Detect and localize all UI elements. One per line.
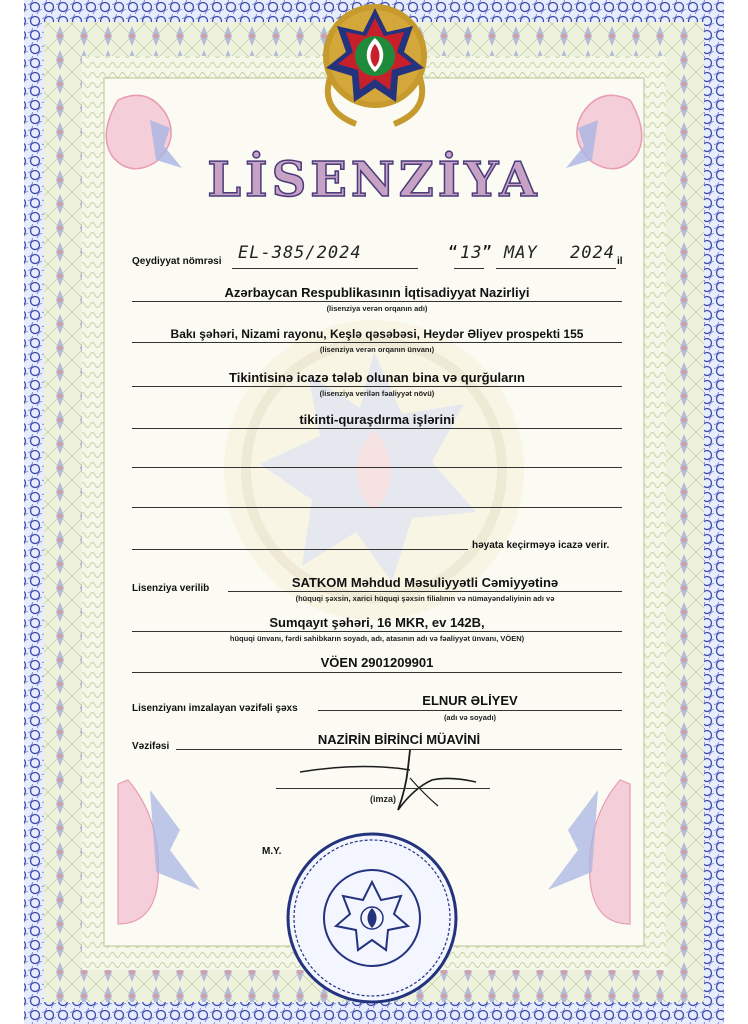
official-seal-stamp — [284, 830, 460, 1006]
date-day-line — [454, 268, 484, 269]
signatory-name-caption: (adı və soyadı) — [443, 713, 497, 722]
activity-type-line — [132, 386, 622, 387]
date-year: 2024 — [570, 243, 615, 263]
date-open-quote: “ — [448, 243, 459, 263]
signature-line — [276, 788, 490, 789]
licensee-name: SATKOM Məhdud Məsuliyyətli Cəmiyyətinə — [291, 575, 559, 590]
licensee-address: Sumqayıt şəhəri, 16 MKR, ev 142B, — [269, 615, 485, 630]
activity-line-4 — [132, 549, 468, 550]
position-label: Vəzifəsi — [132, 741, 170, 752]
activity-detail: tikinti-quraşdırma işlərini — [299, 412, 455, 427]
registration-number-value: EL-385/2024 — [238, 243, 362, 263]
licensee-name-line — [228, 591, 622, 592]
permission-text: həyata keçirməyə icazə verir. — [472, 540, 610, 551]
activity-type-caption: (lisenziya verilən fəaliyyət növü) — [319, 389, 435, 398]
date-day: 13 — [460, 243, 483, 263]
signatory-name: ELNUR ƏLİYEV — [422, 693, 518, 708]
registration-number-label: Qeydiyyat nömrəsi — [132, 256, 222, 267]
issuer-name: Azərbaycan Respublikasının İqtisadiyyat Nazirliyi — [224, 285, 530, 300]
date-month: MAY — [504, 243, 538, 263]
azerbaijan-emblem-icon — [316, 0, 434, 128]
signatory-position: NAZİRİN BİRİNCİ MÜAVİNİ — [317, 732, 481, 747]
date-month-line — [496, 268, 616, 269]
date-year-suffix: il — [617, 256, 623, 267]
licensee-tax-id-line — [132, 672, 622, 673]
licensee-tax-id: VÖEN 2901209901 — [320, 655, 434, 670]
issuer-address: Bakı şəhəri, Nizami rayonu, Keşlə qəsəbəsi, Heydər Əliyev prospekti 155 — [170, 327, 584, 341]
activity-line-1 — [132, 428, 622, 429]
activity-type: Tikintisinə icazə tələb olunan bina və qurğuların — [229, 370, 525, 385]
signatory-name-line — [318, 710, 622, 711]
signatory-label: Lisenziyanı imzalayan vəzifəli şəxs — [132, 703, 298, 714]
handwritten-signature — [290, 748, 490, 818]
licensee-address-line — [132, 631, 622, 632]
licensee-label: Lisenziya verilib — [132, 583, 210, 594]
issuer-name-line — [132, 301, 622, 302]
activity-line-2 — [132, 467, 622, 468]
activity-line-3 — [132, 507, 622, 508]
licensee-address-caption: hüquqi ünvanı, fərdi sahibkarın soyadı, adı, atasının adı və fəaliyyət ünvanı, VÖEN) — [229, 634, 525, 643]
date-close-quote: ” — [482, 243, 493, 263]
signature-caption: (imza) — [369, 794, 396, 804]
licensee-name-caption: (hüquqi şəxsin, xarici hüquqi şəxsin filialının və nümayəndəliyinin adı və — [295, 594, 555, 603]
issuer-address-caption: (lisenziya verən orqanın ünvanı) — [319, 345, 435, 354]
seal-place-label: M.Y. — [262, 846, 282, 857]
issuer-address-line — [132, 342, 622, 343]
document-title: LİSENZİYA — [207, 152, 541, 208]
registration-number-line — [232, 268, 418, 269]
issuer-name-caption: (lisenziya verən orqanın adı) — [326, 304, 428, 313]
